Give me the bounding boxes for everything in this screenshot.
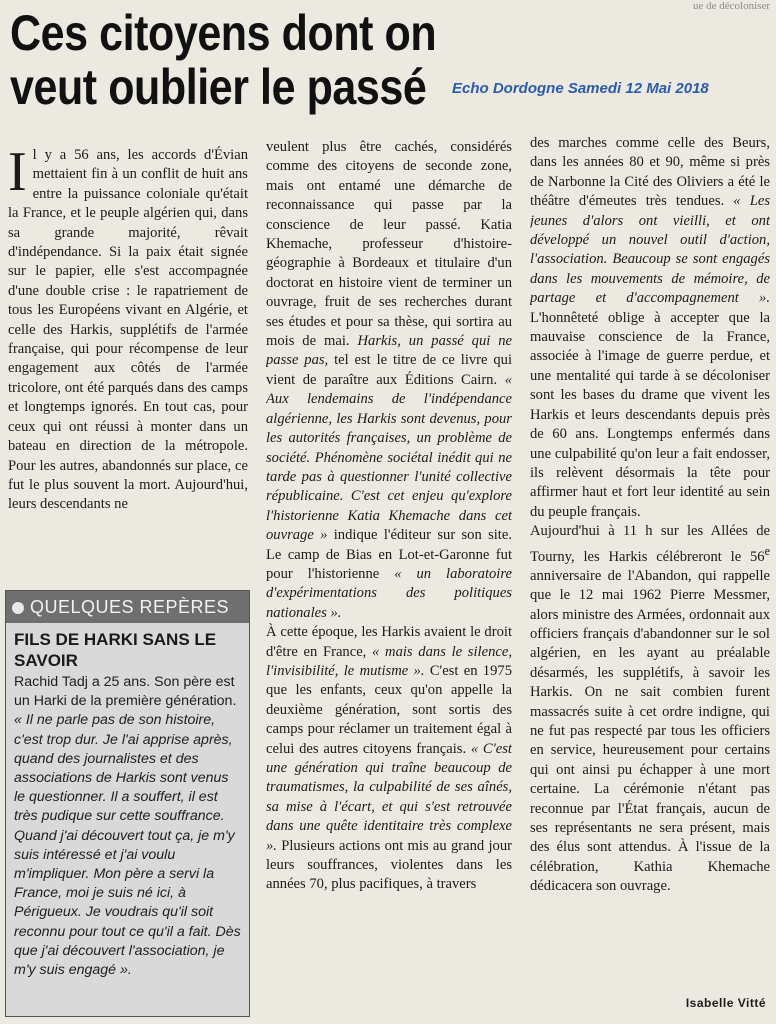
body-text: À cette époque, les Harkis avaient le droit d'être en France,	[266, 624, 512, 660]
sidebar-title: FILS DE HARKI SANS LE SAVOIR	[14, 630, 217, 670]
author-byline: Isabelle Vitté	[685, 996, 766, 1010]
sidebar-quote: « Il ne parle pas de son histoire, c'est trop dur. Je l'ai apprise après, quand des journalistes et des associations de Harkis sont venus le questionner. Il a souffert, il est très pudique sur cette souffrance. Quand j'ai découvert tout ça, je m'y suis intéressé et j'ai voulu m'impliquer. Mon père a servi la France, moi je suis né ici, à Périgueux. Je voudrais qu'il soit reconnu pour tout ce qu'il a fait. Dès que j'ai découvert l'association, je m'y suis engagé ».	[14, 712, 241, 979]
intro-text: l y a 56 ans, les accords d'Évian mettaient fin à un conflit de huit ans entre la puissance coloniale qu'était la France, et le peuple algérien qui, dans sa grande majorité, rêvait d'indépendance. Si la paix était signée sur le papier, elle s'est accompagnée d'une double crise : le rapatriement de tous les Européens vivant en Algérie, et celle des Harkis, supplétifs de l'armée française, qui pour récompense de leur engagement aux côtés de l'armée tricolore, ont été parqués dans des camps et longtemps ignorés. En tout cas, pour ceux qui ont réussi à monter dans un bateau en direction de la métropole. Pour les autres, abandonnés sur place, ce fut le plus souvent la mort. Aujourd'hui, leurs descendants ne	[8, 147, 248, 513]
body-text: anniversaire de l'Abandon, qui rappelle que le 12 mai 1962 Pierre Messmer, alors ministre des Armées, ordonnait aux officiers français d'abandonner sur le sol algérien, en les ayant au préalable désarmés, les supplétifs, à savoir les Harkis. On ne sait combien furent massacrés suite à cet ordre indigne, qui ne fut pas respecté par tous les officiers en service, heureusement pour certains qui ont ainsi pu échapper à une mort certaine. La cérémonie n'étant pas reconnue par l'État français, aucun de ses représentants ne sera présent, mais des élus sont attendus. À l'issue de la célébration, Kathia Khemache dédicacera son ouvrage.	[530, 567, 770, 895]
sidebar-intro: Rachid Tadj a 25 ans. Son père est un Harki de la première génération.	[14, 674, 237, 710]
historian-quote: « un laboratoire d'expérimentations des politiques nationales ».	[266, 565, 512, 621]
body-paragraph	[266, 623, 512, 895]
intro-paragraph	[8, 146, 248, 515]
body-text: indique l'éditeur sur son site. Le camp de Bias en Lot-et-Garonne fut pour l'historienne	[266, 527, 512, 582]
article-headline: Ces citoyens dont on veut oublier le passé	[10, 5, 437, 115]
book-title: Harkis, un passé qui ne passe pas,	[266, 333, 512, 369]
drop-cap: I	[8, 146, 27, 203]
publication-source: Echo Dordogne Samedi 12 Mai 2018	[452, 80, 709, 97]
adjacent-article-fragment: ue de décoloniser	[693, 0, 770, 12]
body-paragraph	[530, 522, 770, 897]
sidebar-text	[6, 671, 249, 980]
body-text: L'honnêteté oblige à accepter que la mauvaise conscience de la France, associée à l'image de guerre perdue, et une mentalité qui tarde à se décoloniser sont les bases du drame que vivent les Harkis et leurs descendants depuis près de 60 ans. Longtemps enfermés dans une culpabilité qu'on leur a fait endosser, ils relèvent désormais la tête pour affirmer haut et fort leur identité au sein du peuple français.	[530, 309, 770, 520]
historian-quote: « C'est une génération qui traîne beaucoup de traumatismes, la culpabilité de ses aînés, sa mise à l'écart, et qui s'est retrouvée dans une quête identitaire très complexe ».	[266, 740, 512, 854]
ordinal-suffix: e	[764, 543, 770, 558]
sidebar-header-label: QUELQUES REPÈRES	[30, 597, 230, 617]
historian-quote: « mais dans le silence, l'invisibilité, le mutisme ».	[266, 643, 512, 679]
bullet-icon	[12, 602, 24, 614]
article-column-1	[8, 146, 248, 581]
sidebar-header	[6, 591, 249, 623]
publisher-quote: « Aux lendemains de l'indépendance algérienne, les Harkis sont devenus, pour les autorités françaises, un problème de société. Phénomène sociétal inédit qui ne tarde pas à questionner l'unité collective républicaine. C'est cet enjeu qu'explore l'historienne Katia Khemache dans cet ouvrage »	[266, 371, 512, 544]
body-text: C'est en 1975 que les enfants, ceux qu'on appelle la deuxième génération, sont sortis des camps pour réclamer un traitement égal à celui des autres citoyens français.	[266, 662, 512, 757]
body-paragraph	[266, 138, 512, 623]
body-text: veulent plus être cachés, considérés comme des citoyens de seconde zone, mais ont entamé une démarche de reconnaissance qui passe par la conscience de leur passé. Katia Khemache, professeur d'histoire-géographie à Bordeaux et titulaire d'un doctorat en histoire vient de terminer un ouvrage, fruit de ses recherches durant ses études et pour sa thèse, qui sortira au mois de mai.	[266, 139, 512, 350]
sidebar-box	[5, 590, 250, 1017]
body-text: tel est le titre de ce livre qui vient de paraître aux Éditions Cairn.	[266, 352, 512, 388]
body-text: des marches comme celle des Beurs, dans les années 80 et 90, même si près de Narbonne la Cité des Oliviers a été le théâtre d'émeutes très tendues.	[530, 135, 770, 210]
article-column-2	[266, 138, 512, 998]
historian-quote: « Les jeunes d'alors ont vieilli, et ont développé un nouvel outil d'action, l'association. Beaucoup se sont engagés dans les mouvements de mémoire, de partage et d'accompagnement ».	[530, 193, 770, 307]
body-paragraph	[530, 134, 770, 522]
body-text: Aujourd'hui à 11 h sur les Allées de Tourny, les Harkis célébreront le 56	[530, 523, 770, 565]
article-column-3	[530, 134, 770, 996]
body-text: Plusieurs actions ont mis au grand jour leurs souffrances, violentes dans les années 70, plus pacifiques, à travers	[266, 837, 512, 893]
